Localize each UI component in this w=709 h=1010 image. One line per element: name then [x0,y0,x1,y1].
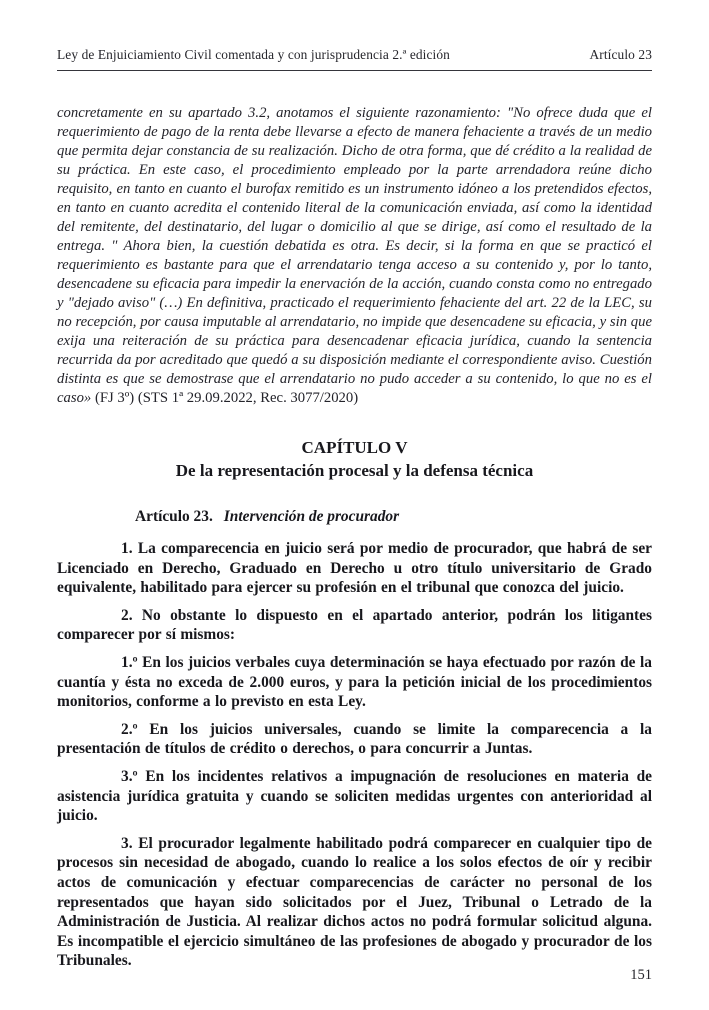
jurisprudence-citation: (FJ 3º) (STS 1ª 29.09.2022, Rec. 3077/2020) [91,390,359,406]
article-number-label: Artículo 23. [135,508,213,525]
article-paragraph-2: 2. No obstante lo dispuesto en el apartado anterior, podrán los litigantes comparecer por sí mismos: [57,606,652,644]
chapter-number: CAPÍTULO V [301,438,408,457]
article-subparagraph-2: 2.º En los juicios universales, cuando se limite la comparecencia a la presentación de títulos de crédito o derechos, o para concurrir a Juntas. [57,720,652,758]
running-header-article-ref: Artículo 23 [589,47,652,62]
article-subparagraph-3: 3.º En los incidentes relativos a impugnación de resoluciones en materia de asistencia jurídica gratuita y cuando se soliciten medidas urgentes con anterioridad al juicio. [57,767,652,825]
article-heading [135,508,652,526]
article-title: Intervención de procurador [223,508,400,525]
article-subparagraph-1: 1.º En los juicios verbales cuya determinación se haya efectuado por razón de la cuantía y ésta no exceda de 2.000 euros, y para la petición inicial de los procedimientos monitorios, conforme a lo previsto en esta Ley. [57,653,652,711]
running-header-book-title: Ley de Enjuiciamiento Civil comentada y con jurisprudencia 2.ª edición [57,47,450,62]
jurisprudence-paragraph [57,104,652,408]
page-content [57,0,652,971]
chapter-title: De la representación procesal y la defensa técnica [175,460,534,480]
page-number: 151 [630,967,652,983]
article-paragraph-3: 3. El procurador legalmente habilitado podrá comparecer en cualquier tipo de procesos sin necesidad de abogado, cuando lo realice a los solos efectos de oír y recibir actos de comunicación y efectuar comparecencias de carácter no personal de los representados que hayan sido solicitados por el Juez, Tribunal o Letrado de la Administración de Justicia. Al realizar dichos actos no podrá formular solicitud alguna. Es incompatible el ejercicio simultáneo de las profesiones de abogado y procurador de los Tribunales. [57,834,652,970]
chapter-heading [57,437,652,482]
running-header [57,0,652,71]
jurisprudence-quote-text: concretamente en su apartado 3.2, anotamos el siguiente razonamiento: "No ofrece duda que el requerimiento de pago de la renta debe llevarse a efecto de manera fehaciente a través de un medio que permita dejar constancia de su realización. Dicho de otra forma, que dé crédito a la realidad de su práctica. En este caso, el procedimiento empleado por la parte arrendadora reúne dicho requisito, en tanto en cuanto el burofax remitido es un instrumento idóneo a los pretendidos efectos, en tanto en cuanto acredita el contenido literal de la comunicación enviada, así como la identidad del remitente, del destinatario, del lugar o domicilio al que se dirige, así como el resultado de la entrega. " Ahora bien, la cuestión debatida es otra. Es decir, si la forma en que se practicó el requerimiento es bastante para que el arrendatario tenga acceso a su contenido y, por lo tanto, desencadene su eficacia para impedir la enervación de la acción, cuando consta como no entregado y "dejado aviso" (…) En definitiva, practicado el requerimiento fehaciente del art. 22 de la LEC, su no recepción, por causa imputable al arrendatario, no impide que desencadene su eficacia, y sin que exija una reiteración de su práctica para desencadenar eficacia jurídica, cuando la sentencia recurrida da por acreditado que quedó a su disposición mediante el correspondiente aviso. Cuestión distinta es que se demostrase que el arrendatario no pudo acceder a su contenido, lo que no es el caso» [57,105,652,406]
article-paragraph-1: 1. La comparecencia en juicio será por medio de procurador, que habrá de ser Licenciado en Derecho, Graduado en Derecho u otro título universitario de Grado equivalente, habilitado para ejercer su profesión en el tribunal que conozca del juicio. [57,540,652,597]
